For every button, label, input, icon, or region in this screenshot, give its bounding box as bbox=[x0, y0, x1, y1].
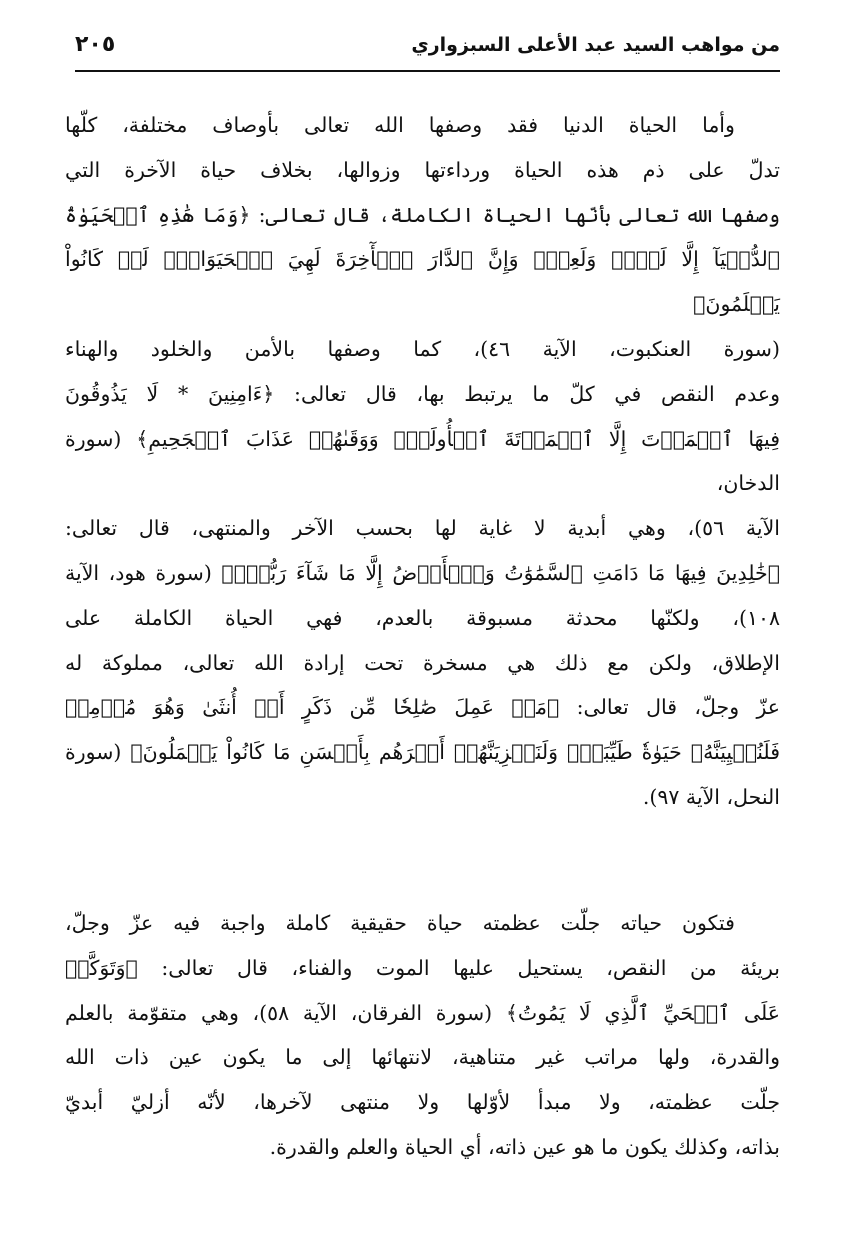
paragraph-1 bbox=[65, 103, 780, 820]
page-header bbox=[75, 30, 780, 72]
text-line: وعدم النقص في كلّ ما يرتبط بها، قال تعالى: ﴿ءَامِنِينَ * لَا يَذُوقُونَ bbox=[65, 381, 780, 406]
text-line: جلّت عظمته، ولا مبدأ لأوّلها ولا منتهى لآخرها، لأنّه أزليّ أبديّ bbox=[65, 1090, 780, 1115]
page-number: ٢٠٥ bbox=[75, 32, 116, 57]
text-line: والقدرة، ولها مراتب غير متناهية، لانتهائها إلى ما يكون عين ذات الله bbox=[65, 1045, 780, 1070]
quran-verse-line: عَلَى ٱلۡحَيِّ ٱلَّذِي لَا يَمُوتُ﴾ (سورة الفرقان، الآية ٥٨)، وهي متقوّمة بالعلم bbox=[65, 1000, 780, 1025]
text-line: (سورة العنكبوت، الآية ٤٦)، كما وصفها بالأمن والخلود والهناء bbox=[65, 336, 780, 361]
text-line: تدلّ على ذم هذه الحياة ورداءتها وزوالها، بخلاف حياة الآخرة التي bbox=[65, 157, 780, 182]
quran-verse-line: عزّ وجلّ، قال تعالى: ﴿مَنۡ عَمِلَ صَٰلِحٗا مِّن ذَكَرٍ أَوۡ أُنثَىٰ وَهُوَ مُؤۡمِنٞ bbox=[65, 695, 780, 720]
quran-verse-line: فَلَنُحۡيِيَنَّهُۥ حَيَوٰةٗ طَيِّبَةٗۖ وَلَنَجۡزِيَنَّهُمۡ أَجۡرَهُم بِأَحۡسَنِ مَا كَانُواْ يَعۡمَلُونَ﴾ (سورة bbox=[65, 740, 780, 765]
text-line: الآية ٥٦)، وهي أبدية لا غاية لها بحسب الآخر والمنتهى، قال تعالى: bbox=[65, 516, 780, 541]
text-line: وأما الحياة الدنيا فقد وصفها الله تعالى بأوصاف مختلفة، كلّها bbox=[65, 113, 735, 137]
quran-verse-line: ﴿خَٰلِدِينَ فِيهَا مَا دَامَتِ ٱلسَّمَٰوَٰتُ وَٱلۡأَرۡضُ إِلَّا مَا شَآءَ رَبُّكَۚ﴾ (سورة هود، الآية bbox=[65, 560, 780, 585]
text-line: ١٠٨)، ولكنّها محدثة مسبوقة بالعدم، فهي الحياة الكاملة على bbox=[65, 605, 780, 630]
text-line: الإطلاق، ولكن مع ذلك هي مسخرة تحت إرادة الله تعالى، مملوكة له bbox=[65, 650, 780, 675]
text-line: وصفها الله تعالى بأنّها الحياة الكاملة، قال تعالى: ﴿وَمَا هَٰذِهِ ٱلۡحَيَوٰةُ bbox=[65, 202, 780, 227]
text-line: بريئة من النقص، يستحيل عليها الموت والفناء، قال تعالى: ﴿وَتَوَكَّلۡ bbox=[65, 955, 780, 980]
text-line: بذاته، وكذلك يكون ما هو عين ذاته، أي الحياة والعلم والقدرة. bbox=[269, 1134, 780, 1159]
text-line: النحل، الآية ٩٧). bbox=[642, 784, 780, 809]
running-title: من مواهب السيد عبد الأعلى السبزواري bbox=[411, 34, 780, 56]
quran-verse-line: ٱلدُّنۡيَآ إِلَّا لَهۡوٞ وَلَعِبٞۚ وَإِنَّ ٱلدَّارَ ٱلۡأٓخِرَةَ لَهِيَ ٱلۡحَيَوَانُۚ لَوۡ كَانُواْ يَعۡلَمُونَ﴾ bbox=[65, 247, 780, 317]
quran-verse-line: فِيهَا ٱلۡمَوۡتَ إِلَّا ٱلۡمَوۡتَةَ ٱلۡأُولَىٰۖ وَوَقَىٰهُمۡ عَذَابَ ٱلۡجَحِيمِ﴾ (سورة الدخان، bbox=[65, 426, 780, 496]
text-line: فتكون حياته جلّت عظمته حياة حقيقية كاملة واجبة فيه عزّ وجلّ، bbox=[65, 911, 735, 935]
paragraph-2 bbox=[65, 901, 780, 1170]
